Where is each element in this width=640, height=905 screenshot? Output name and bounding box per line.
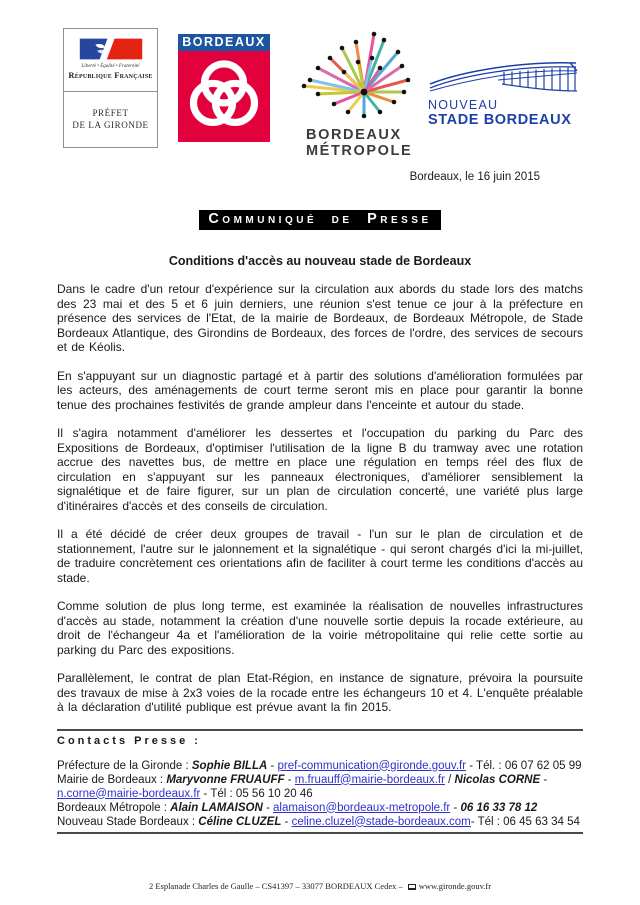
metropole-wordmark: [306, 127, 424, 159]
prefet-gironde-label: [64, 92, 157, 131]
contact-text: -: [281, 815, 292, 828]
bordeaux-city-logo: [178, 34, 270, 142]
contact-text: -: [262, 801, 274, 814]
contacts-section: [57, 729, 583, 834]
contacts-bottom-divider: [57, 832, 583, 834]
contact-text: - Tél. : 06 07 62 05 99: [466, 759, 582, 772]
nouveau-stade-bordeaux-logo: [428, 58, 594, 128]
contact-entry: [57, 773, 583, 801]
liberte-egalite-fraternite-motto: Liberté • Égalité • Fraternité: [81, 64, 140, 69]
body-paragraphs: [57, 282, 583, 715]
body-paragraph: Il a été décidé de créer deux groupes de travail - l'un sur le plan de circulation et de stationnement, l'autre sur le jalonnement et la signalétique - qui seront chargés d'ici la mi-juillet, de traduire concrètement ces orientations afin de faciliter à court terme les conditions d'accès au stade.: [57, 527, 583, 585]
bordeaux-metropole-logo: [294, 30, 424, 159]
republique-francaise-block: [64, 29, 157, 92]
contact-entries: [57, 759, 583, 829]
body-paragraph: Il s'agira notamment d'améliorer les dessertes et l'occupation du parking du Parc des Expositions de Bordeaux, d'optimiser l'utilisation de la ligne B du tramway avec une rotation accrue des navettes bus, de mettre en place une régulation en temps réel des flux de circulation en s'appuyant sur les panneaux électroniques, d'améliorer sensiblement la signalétique et de faire figurer, sur un plan de circulation concerté, une variété plus large d'itinéraires d'accès et des conseils de circulation.: [57, 426, 583, 513]
contact-text: - Tél : 06 45 63 34 54: [470, 815, 580, 828]
bordeaux-crescents-icon: [178, 51, 270, 142]
gironde-line: DE LA GIRONDE: [72, 120, 149, 130]
contacts-top-divider: [57, 729, 583, 731]
date-line: Bordeaux, le 16 juin 2015: [409, 171, 540, 183]
contact-name: Maryvonne FRUAUFF: [166, 773, 285, 786]
email-link[interactable]: alamaison@bordeaux-metropole.fr: [273, 801, 451, 814]
footer-address: 2 Esplanade Charles de Gaulle – CS41397 – 33077 BORDEAUX Cedex –: [148, 881, 403, 891]
contact-name: Nicolas CORNE: [454, 773, 541, 786]
header: [0, 0, 640, 200]
metropole-line1: BORDEAUX: [306, 127, 402, 143]
body-paragraph: Comme solution de plus long terme, est examinée la réalisation de nouvelles infrastructures d'accès au stade, notamment la création d'une nouvelle sortie depuis la rocade extérieure, au droit de l'échangeur 4a et l'amélioration de la voirie métropolitaine qui relie cette sortie au parking du Parc des expositions.: [57, 599, 583, 657]
email-link[interactable]: pref-communication@gironde.gouv.fr: [277, 759, 467, 772]
contact-entry: [57, 801, 583, 815]
contact-text: /: [444, 773, 455, 786]
contact-entry: [57, 815, 583, 829]
contact-text: - Tél : 05 56 10 20 46: [200, 787, 313, 800]
contact-text: -: [540, 773, 548, 786]
contact-name: Céline CLUZEL: [198, 815, 282, 828]
email-link[interactable]: celine.cluzel@stade-bordeaux.com: [291, 815, 471, 828]
email-link[interactable]: n.corne@mairie-bordeaux.fr: [57, 787, 201, 800]
contacts-heading: Contacts Presse :: [57, 734, 201, 747]
prefet-gironde-logo: [63, 28, 158, 148]
contact-name: Sophie BILLA: [191, 759, 268, 772]
contact-name: 06 16 33 78 12: [460, 801, 538, 814]
contact-text: Nouveau Stade Bordeaux :: [57, 815, 199, 828]
prefet-line: PRÉFET: [92, 108, 129, 118]
contact-entry: [57, 759, 583, 773]
contact-text: -: [450, 801, 461, 814]
email-link[interactable]: m.fruauff@mairie-bordeaux.fr: [294, 773, 445, 786]
contact-text: Mairie de Bordeaux :: [57, 773, 167, 786]
metropole-starburst-logo: [294, 30, 424, 124]
press-release-title-bar: Communiqué de Presse: [199, 210, 440, 230]
contact-text: Préfecture de la Gironde :: [57, 759, 192, 772]
contact-text: -: [267, 759, 278, 772]
bordeaux-logo-wordmark: BORDEAUX: [178, 34, 270, 51]
page-footer: [0, 881, 640, 891]
stadium-icon: [428, 58, 578, 92]
french-flag-marianne-icon: [76, 36, 146, 62]
stade-wordmark-line2: STADE BORDEAUX: [428, 112, 572, 128]
body-paragraph: En s'appuyant sur un diagnostic partagé et à partir des solutions d'amélioration formulées par les acteurs, des aménagements de court terme seront mis en place pour garantir la bonne tenue des prochaines festivités de grande ampleur dans l'enceinte et autour du stade.: [57, 368, 583, 412]
body-paragraph: Dans le cadre d'un retour d'expérience sur la circulation aux abords du stade lors des matchs des 23 mai et des 5 et 6 juin derniers, une réunion s'est tenue ce jour à la préfecture en présence des services de l'Etat, de la mairie de Bordeaux, de Bordeaux Métropole, de Stade Bordeaux Atlantique, des Girondins de Bordeaux, des forces de l'ordre, des services de secours et de Kéolis.: [57, 282, 583, 354]
contact-text: Bordeaux Métropole :: [57, 801, 171, 814]
body-paragraph: Parallèlement, le contrat de plan Etat-Région, en instance de signature, prévoira la poursuite des travaux de mise à 2x3 voies de la rocade entre les échangeurs 10 et 4. L'enquête préalable à la déclaration d'utilité publique est prévue avant la fin 2015.: [57, 671, 583, 714]
footer-website: www.gironde.gouv.fr: [418, 881, 492, 891]
subtitle: Conditions d'accès au nouveau stade de Bordeaux: [168, 254, 472, 268]
metropole-line2: MÉTROPOLE: [306, 143, 413, 159]
website-icon: [408, 884, 416, 890]
contact-name: Alain LAMAISON: [170, 801, 263, 814]
republique-francaise-label: République Française: [68, 70, 153, 80]
contact-text: -: [284, 773, 295, 786]
stade-wordmark-line1: NOUVEAU: [428, 98, 499, 112]
